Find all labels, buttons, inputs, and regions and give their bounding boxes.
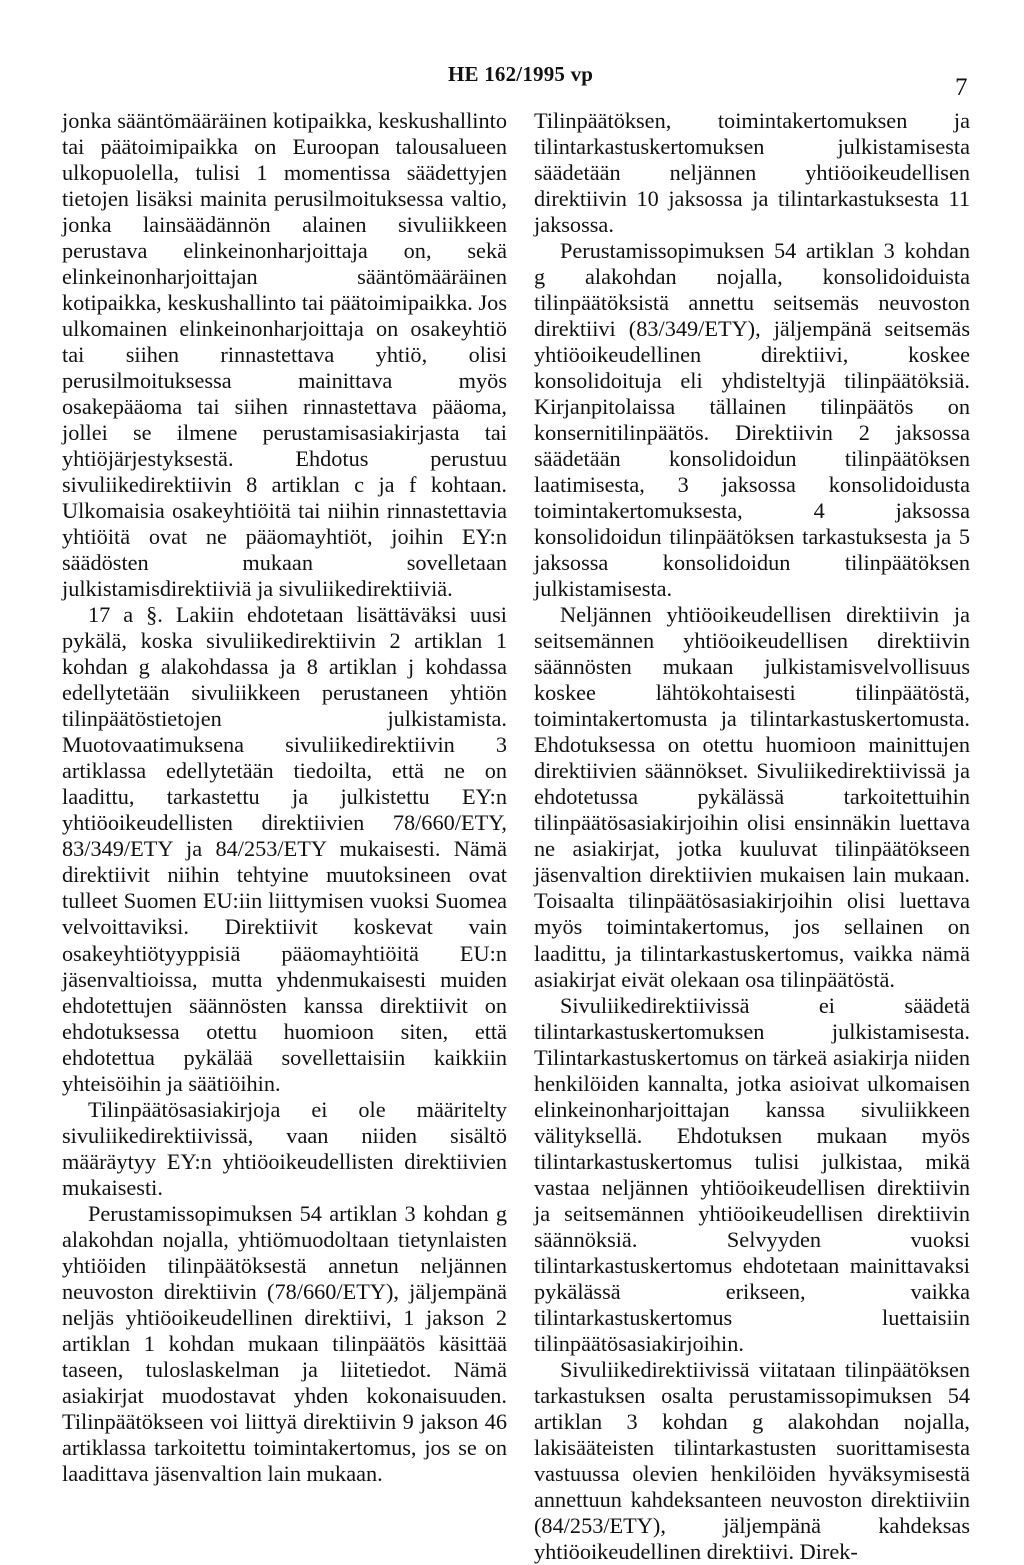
paragraph: Sivuliikedirektiivissä viitataan tilinpäätöksen tarkastuksen osalta perustamissopimuksen 54 artiklan 3 kohdan g alakohdan nojalla, lakisääteisten tilintarkastusten suorittamisesta vastuussa olevien henkilöiden hyväksymisestä annettuun kahdeksanteen neuvoston direktiiviin (84/253/ETY), jäljempänä kahdeksas yhtiöoikeudellinen direktiivi. Direk- (534, 1356, 970, 1564)
paragraph: Tilinpäätöksen, toimintakertomuksen ja tilintarkastuskertomuksen julkistamisesta säädetään neljännen yhtiöoikeudellisen direktiivin 10 jaksossa ja tilintarkastuksesta 11 jaksossa. (534, 108, 970, 238)
paragraph: 17 a §. Lakiin ehdotetaan lisättäväksi uusi pykälä, koska sivuliikedirektiivin 2 artiklan 1 kohdan g alakohdassa ja 8 artiklan j kohdassa edellytetään sivuliikkeen perustaneen yhtiön tilinpäätöstietojen julkistamista. Muotovaatimuksena sivuliikedirektiivin 3 artiklassa edellytetään tiedoilta, että ne on laadittu, tarkastettu ja julkistettu EY:n yhtiöoikeudellisten direktiivien 78/660/ETY, 83/349/ETY ja 84/253/ETY mukaisesti. Nämä direktiivit niihin tehtyine muutoksineen ovat tulleet Suomen EU:iin liittymisen vuoksi Suomea velvoittaviksi. Direktiivit koskevat vain osakeyhtiötyyppisiä pääomayhtiöitä EU:n jäsenvaltioissa, mutta yhdenmukaisesti muiden ehdotettujen säännösten kanssa direktiivit on ehdotuksessa otettu huomioon siten, että ehdotettua pykälää sovellettaisiin kaikkiin yhteisöihin ja säätiöihin. (62, 602, 507, 1096)
page-header (0, 58, 1024, 101)
paragraph: Tilinpäätösasiakirjoja ei ole määritelty sivuliikedirektiivissä, vaan niiden sisältö määräytyy EY:n yhtiöoikeudellisten direktiivien mukaisesti. (62, 1096, 507, 1200)
left-column (62, 108, 507, 1487)
paragraph: Perustamissopimuksen 54 artiklan 3 kohdan g alakohdan nojalla, konsolidoiduista tilinpäätöksistä annettu seitsemäs neuvoston direktiivi (83/349/ETY), jäljempänä seitsemäs yhtiöoikeudellinen direktiivi, koskee konsolidoituja eli yhdisteltyjä tilinpäätöksiä. Kirjanpitolaissa tällainen tilinpäätös on konsernitilinpäätös. Direktiivin 2 jaksossa säädetään konsolidoidun tilinpäätöksen laatimisesta, 3 jaksossa konsolidoidusta toimintakertomuksesta, 4 jaksossa konsolidoidun tilinpäätöksen tarkastuksesta ja 5 jaksossa konsolidoidun tilinpäätöksen julkistamisesta. (534, 238, 970, 602)
paragraph: jonka sääntömääräinen kotipaikka, keskushallinto tai päätoimipaikka on Euroopan talousalueen ulkopuolella, tulisi 1 momentissa säädettyjen tietojen lisäksi mainita perusilmoituksessa valtio, jonka lainsäädännön alainen sivuliikkeen perustava elinkeinonharjoittaja on, sekä elinkeinonharjoittajan sääntömääräinen kotipaikka, keskushallinto tai päätoimipaikka. Jos ulkomainen elinkeinonharjoittaja on osakeyhtiö tai siihen rinnastettava yhtiö, olisi perusilmoituksessa mainittava myös osakepääoma tai siihen rinnastettava pääoma, jollei se ilmene perustamisasiakirjasta tai yhtiöjärjestyksestä. Ehdotus perustuu sivuliikedirektiivin 8 artiklan c ja f kohtaan. Ulkomaisia osakeyhtiöitä tai niihin rinnastettavia yhtiöitä ovat ne pääomayhtiöt, joihin EY:n säädösten mukaan sovelletaan julkistamisdirektiiviä ja sivuliikedirektiiviä. (62, 108, 507, 602)
page-number: 7 (955, 74, 968, 101)
right-column (534, 108, 970, 1565)
paragraph: Perustamissopimuksen 54 artiklan 3 kohdan g alakohdan nojalla, yhtiömuodoltaan tietynlaisten yhtiöiden tilinpäätöksestä annetun neljännen neuvoston direktiivin (78/660/ETY), jäljempänä neljäs yhtiöoikeudellinen direktiivi, 1 jakson 2 artiklan 1 kohdan mukaan tilinpäätös käsittää taseen, tuloslaskelman ja liitetiedot. Nämä asiakirjat muodostavat yhden kokonaisuuden. Tilinpäätökseen voi liittyä direktiivin 9 jakson 46 artiklassa tarkoitettu toimintakertomus, jos se on laadittava jäsenvaltion lain mukaan. (62, 1200, 507, 1486)
paragraph: Neljännen yhtiöoikeudellisen direktiivin ja seitsemännen yhtiöoikeudellisen direktiivin säännösten mukaan julkistamisvelvollisuus koskee lähtökohtaisesti tilinpäätöstä, toimintakertomusta ja tilintarkastuskertomusta. Ehdotuksessa on otettu huomioon mainittujen direktiivien säännökset. Sivuliikedirektiivissä ja ehdotetussa pykälässä tarkoitettuihin tilinpäätösasiakirjoihin olisi ensinnäkin luettava ne asiakirjat, jotka kuuluvat tilinpäätökseen jäsenvaltion direktiivien mukaisen lain mukaan. Toisaalta tilinpäätösasiakirjoihin olisi luettava myös toimintakertomus, jos sellainen on laadittu, ja tilintarkastuskertomus, vaikka nämä asiakirjat eivät olekaan osa tilinpäätöstä. (534, 602, 970, 992)
document-id: HE 162/1995 vp (448, 62, 594, 86)
paragraph: Sivuliikedirektiivissä ei säädetä tilintarkastuskertomuksen julkistamisesta. Tilintarkastuskertomus on tärkeä asiakirja niiden henkilöiden kannalta, jotka asioivat ulkomaisen elinkeinonharjoittajan kanssa sivuliikkeen välityksellä. Ehdotuksen mukaan myös tilintarkastuskertomus tulisi julkistaa, mikä vastaa neljännen yhtiöoikeudellisen direktiivin ja seitsemännen yhtiöoikeudellisen direktiivin säännöksiä. Selvyyden vuoksi tilintarkastuskertomus ehdotetaan mainittavaksi pykälässä erikseen, vaikka tilintarkastuskertomus luettaisiin tilinpäätösasiakirjoihin. (534, 992, 970, 1356)
